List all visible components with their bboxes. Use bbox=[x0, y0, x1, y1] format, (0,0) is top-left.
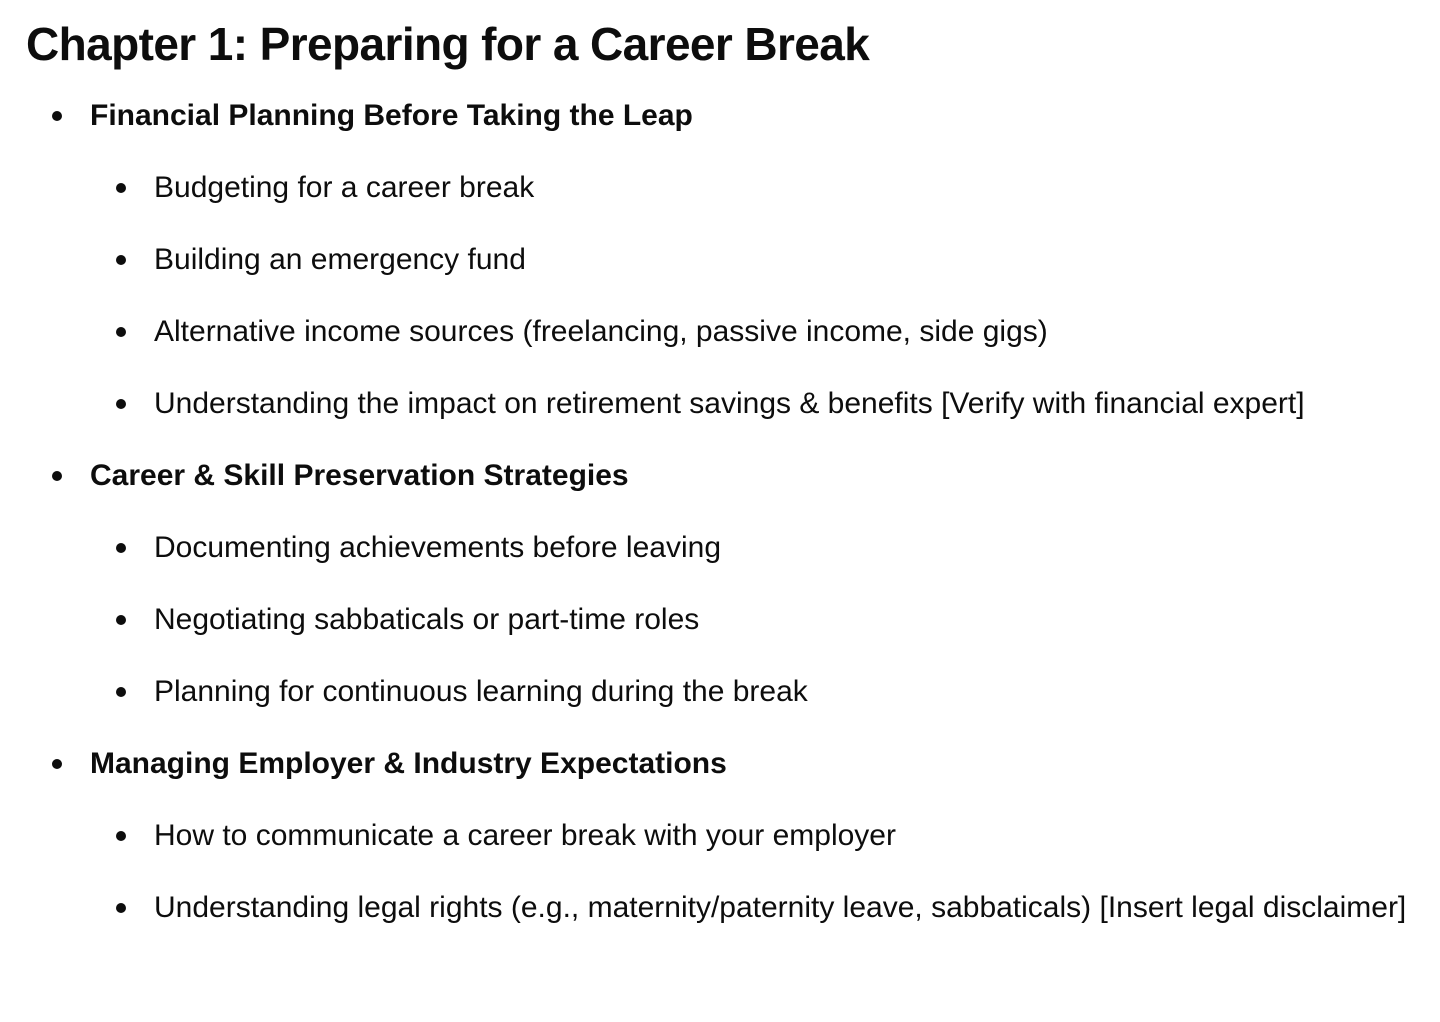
chapter-title: Chapter 1: Preparing for a Career Break bbox=[26, 18, 870, 70]
list-item-text: Planning for continuous learning during the break bbox=[154, 675, 808, 708]
list-item-text: Alternative income sources (freelancing, passive income, side gigs) bbox=[154, 315, 1048, 348]
list-item-text: Understanding legal rights (e.g., maternity/paternity leave, sabbaticals) [Insert legal disclaimer] bbox=[154, 891, 1407, 924]
bullet-icon bbox=[116, 903, 126, 913]
list-item bbox=[26, 232, 1440, 288]
bullet-icon bbox=[116, 255, 126, 265]
section-financial-planning bbox=[26, 88, 1440, 432]
list-item-text: Negotiating sabbaticals or part-time roles bbox=[154, 603, 700, 636]
bullet-icon bbox=[52, 759, 62, 769]
list-item bbox=[26, 520, 1440, 576]
list-item bbox=[26, 664, 1440, 720]
list-item bbox=[26, 304, 1440, 360]
list-item bbox=[26, 880, 1440, 936]
list-item-text: Building an emergency fund bbox=[154, 243, 526, 276]
bullet-icon bbox=[52, 471, 62, 481]
section-heading-row bbox=[26, 88, 1440, 144]
section-items bbox=[26, 808, 1440, 936]
section-heading-row bbox=[26, 448, 1440, 504]
bullet-icon bbox=[116, 831, 126, 841]
section-career-skill-preservation bbox=[26, 448, 1440, 720]
bullet-icon bbox=[116, 615, 126, 625]
list-item-text: Budgeting for a career break bbox=[154, 171, 535, 204]
bullet-icon bbox=[116, 399, 126, 409]
bullet-icon bbox=[116, 183, 126, 193]
section-heading-row bbox=[26, 736, 1440, 792]
bullet-icon bbox=[116, 327, 126, 337]
list-item-text: Documenting achievements before leaving bbox=[154, 531, 721, 564]
list-item-text: How to communicate a career break with your employer bbox=[154, 819, 896, 852]
bullet-icon bbox=[52, 111, 62, 121]
chapter-outline bbox=[26, 88, 1440, 936]
list-item bbox=[26, 376, 1440, 432]
bullet-icon bbox=[116, 543, 126, 553]
section-items bbox=[26, 520, 1440, 720]
section-items bbox=[26, 160, 1440, 432]
section-employer-industry-expectations bbox=[26, 736, 1440, 936]
section-heading: Career & Skill Preservation Strategies bbox=[90, 459, 629, 492]
bullet-icon bbox=[116, 687, 126, 697]
section-heading: Financial Planning Before Taking the Leap bbox=[90, 99, 693, 132]
list-item bbox=[26, 160, 1440, 216]
section-heading: Managing Employer & Industry Expectations bbox=[90, 747, 727, 780]
list-item bbox=[26, 592, 1440, 648]
list-item bbox=[26, 808, 1440, 864]
list-item-text: Understanding the impact on retirement savings & benefits [Verify with financial expert] bbox=[154, 387, 1305, 420]
